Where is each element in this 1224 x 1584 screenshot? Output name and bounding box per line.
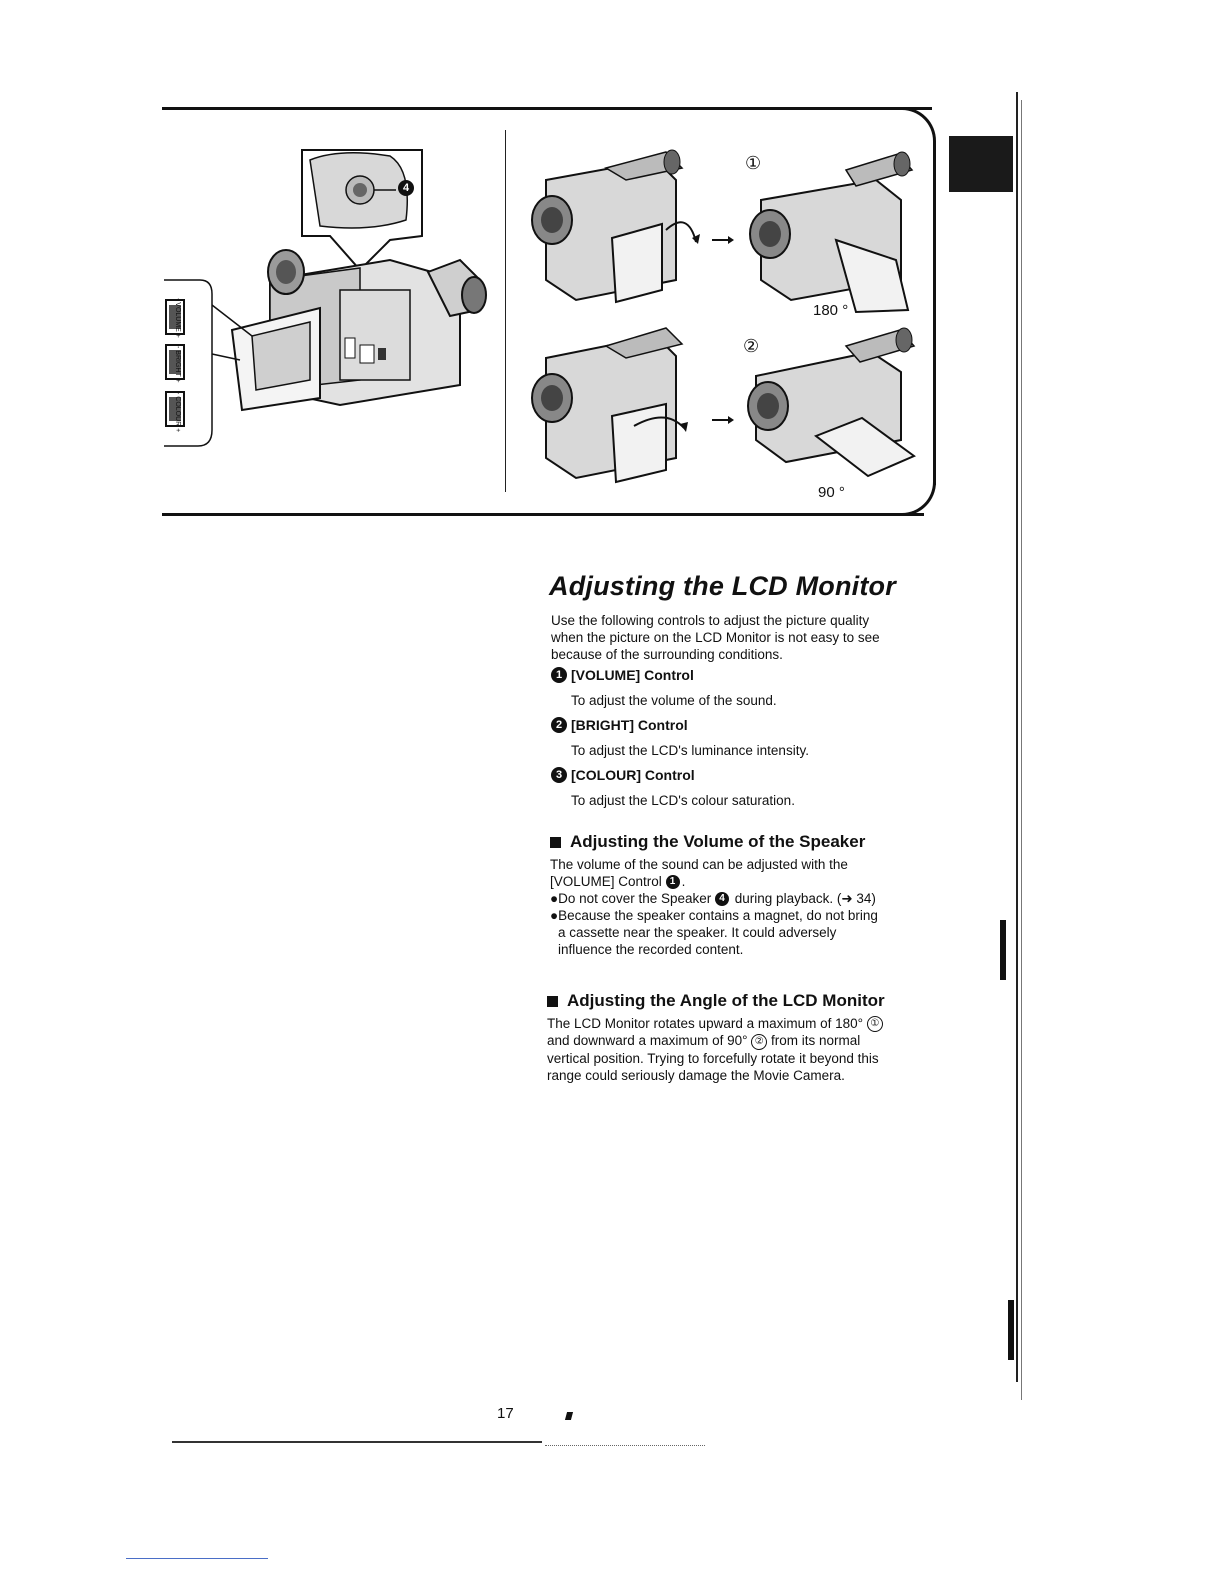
section-heading-text: Adjusting the Angle of the LCD Monitor — [567, 991, 885, 1010]
footer-rule — [172, 1441, 542, 1443]
camera-rotated-down — [748, 328, 914, 476]
section-heading-text: Adjusting the Volume of the Speaker — [570, 832, 866, 851]
page-number: 17 — [497, 1405, 514, 1422]
speaker-text: . — [681, 874, 686, 889]
angle-text: from its normal — [771, 1033, 861, 1049]
control-volume-desc: To adjust the volume of the sound. — [571, 693, 777, 708]
control-bright-heading — [551, 714, 941, 736]
controls-list — [551, 664, 941, 812]
speaker-inset — [302, 150, 422, 270]
speaker-section — [550, 832, 950, 958]
speaker-text: [VOLUME] Control — [550, 874, 662, 889]
angle-line: range could seriously damage the Movie Camera. — [547, 1067, 845, 1083]
lcd-rotation-illustration — [516, 140, 926, 500]
control-volume-heading — [551, 664, 941, 686]
intro-line: when the picture on the LCD Monitor is not easy to see — [551, 630, 880, 645]
angle-line: vertical position. Trying to forcefully rotate it beyond this — [547, 1050, 879, 1066]
step-marker-inline: ② — [751, 1034, 767, 1050]
control-bright-desc: To adjust the LCD's luminance intensity. — [571, 743, 809, 758]
square-bullet-icon — [550, 837, 561, 848]
page-title: Adjusting the LCD Monitor — [549, 571, 896, 601]
page-edge-mark — [1000, 920, 1006, 980]
speaker-bullet-cont: influence the recorded content. — [558, 942, 744, 957]
footer-dotted-rule — [545, 1445, 705, 1447]
intro-paragraph — [551, 612, 941, 663]
angle-text: The LCD Monitor rotates upward a maximum of 180° — [547, 1016, 864, 1031]
camera-body — [212, 250, 486, 410]
speaker-text: during playback. (➜ 34) — [734, 891, 876, 906]
control-colour-desc: To adjust the LCD's colour saturation. — [571, 793, 795, 808]
scan-mark — [565, 1412, 573, 1420]
speaker-line: The volume of the sound can be adjusted with the — [550, 857, 848, 872]
figure-frame-top — [162, 107, 932, 110]
angle-line — [547, 1015, 947, 1032]
angle-text: and downward a maximum of 90° — [547, 1033, 748, 1049]
angle-heading — [547, 991, 947, 1011]
page-edge-mark — [1008, 1300, 1014, 1360]
intro-line: because of the surrounding conditions. — [551, 647, 783, 662]
control-number-badge: 3 — [551, 767, 567, 783]
intro-line: Use the following controls to adjust the picture quality — [551, 613, 870, 628]
slider-label-bright: - BRIGHT + — [174, 346, 181, 383]
section-tab-marker — [949, 136, 1013, 192]
step-marker-2: ② — [743, 336, 760, 356]
control-colour-heading — [551, 764, 941, 786]
speaker-number-badge: 4 — [715, 892, 729, 906]
camera-closed-bottom — [532, 328, 688, 482]
camera-controls-illustration — [160, 140, 500, 460]
control-label: [BRIGHT] Control — [571, 717, 688, 733]
control-number-badge: 1 — [551, 667, 567, 683]
figure-frame-bottom — [162, 513, 924, 516]
page-edge-line — [1016, 92, 1018, 1382]
step-marker-inline: ① — [867, 1016, 883, 1032]
step-marker-1: ① — [745, 153, 762, 173]
control-number-badge: 2 — [551, 717, 567, 733]
angle-section — [547, 991, 947, 1084]
speaker-text: ●Do not cover the Speaker — [550, 891, 712, 906]
control-label: [COLOUR] Control — [571, 767, 695, 783]
figure-frame-right — [933, 165, 936, 485]
slider-label-volume: - VOLUME + — [174, 298, 181, 338]
callout-badge-speaker: 4 — [398, 178, 416, 196]
bottom-rule — [126, 1558, 268, 1559]
speaker-bullet-cont: a cassette near the speaker. It could adversely — [558, 925, 837, 940]
square-bullet-icon — [547, 996, 558, 1007]
control-number-badge: 1 — [666, 875, 680, 889]
page-edge-line — [1021, 100, 1022, 1400]
angle-label-180: 180 ° — [813, 302, 849, 319]
figure-divider — [505, 130, 506, 492]
angle-line — [547, 1032, 947, 1049]
control-label: [VOLUME] Control — [571, 667, 694, 683]
speaker-heading — [550, 832, 950, 852]
camera-closed-top — [532, 150, 700, 302]
camera-rotated-up — [750, 152, 912, 312]
speaker-bullet: ●Because the speaker contains a magnet, do not bring — [550, 908, 878, 923]
speaker-line — [550, 873, 950, 890]
slider-label-colour: - COLOUR + — [174, 392, 181, 433]
angle-label-90: 90 ° — [818, 484, 845, 501]
speaker-bullet — [550, 890, 950, 907]
